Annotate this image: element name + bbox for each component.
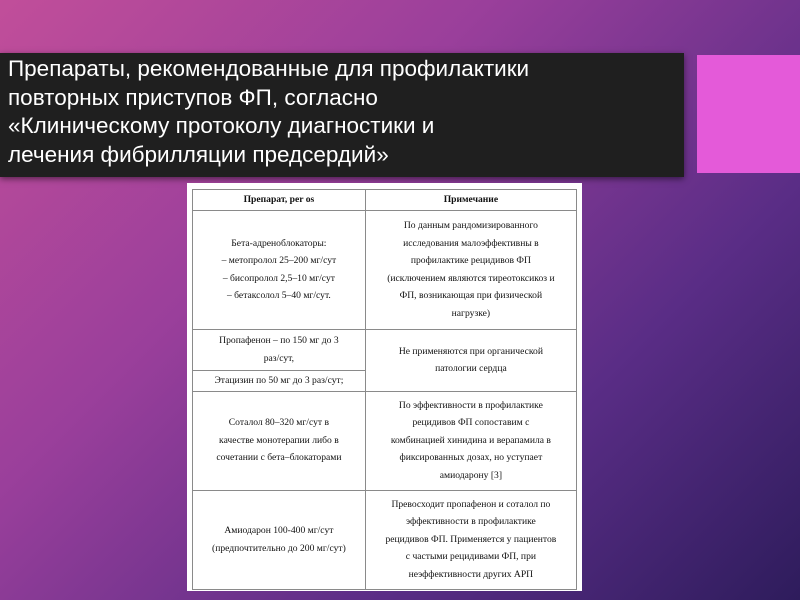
drug-cell: Этацизин по 50 мг до 3 раз/сут; (214, 374, 344, 386)
accent-box (697, 55, 800, 173)
drug-cell: Пропафенон – по 150 мг до 3 раз/сут, (219, 335, 339, 364)
drug-cell: Амиодарон 100-400 мг/сут (предпочтительно до 200 мг/сут) (212, 525, 346, 554)
slide-title: Препараты, рекомендованные для профилактики повторных приступов ФП, согласно «Клиническому протоколу диагностики и лечения фибрилляции предсердий» (8, 56, 530, 167)
note-cell: По данным рандомизированного исследования малоэффективны в профилактике рецидивов ФП (исключением являются тиреотоксикоз и ФП, возникающая при физической нагрузке) (387, 220, 555, 319)
table-row (193, 490, 577, 589)
note-cell: Не применяются при органической патологии сердца (398, 345, 543, 374)
note-cell: Превосходит пропафенон и соталол по эффективности в профилактике рецидивов ФП. Применяется у пациентов с частыми рецидивами ФП, при неэффективности других АРП (385, 498, 557, 580)
drug-cell: Бета-адреноблокаторы: – метопролол 25–200 мг/сут – бисопролол 2,5–10 мг/сут – бетаксолол 5–40 мг/сут. (221, 237, 337, 301)
drug-table (192, 189, 577, 590)
header-note: Примечание (365, 190, 576, 211)
table-row (193, 210, 577, 329)
header-drug: Препарат, per os (193, 190, 366, 211)
table-row (193, 329, 577, 370)
table-image (187, 183, 582, 591)
note-cell: По эффективности в профилактике рецидивов ФП сопоставим с комбинацией хинидина и верапамила в фиксированных дозах, но уступает амиодарону [3] (390, 399, 551, 481)
drug-cell: Соталол 80–320 мг/сут в качестве монотерапии либо в сочетании с бета–блокаторами (216, 417, 342, 464)
title-band (0, 53, 684, 177)
table-row (193, 391, 577, 490)
table-header-row (193, 190, 577, 211)
